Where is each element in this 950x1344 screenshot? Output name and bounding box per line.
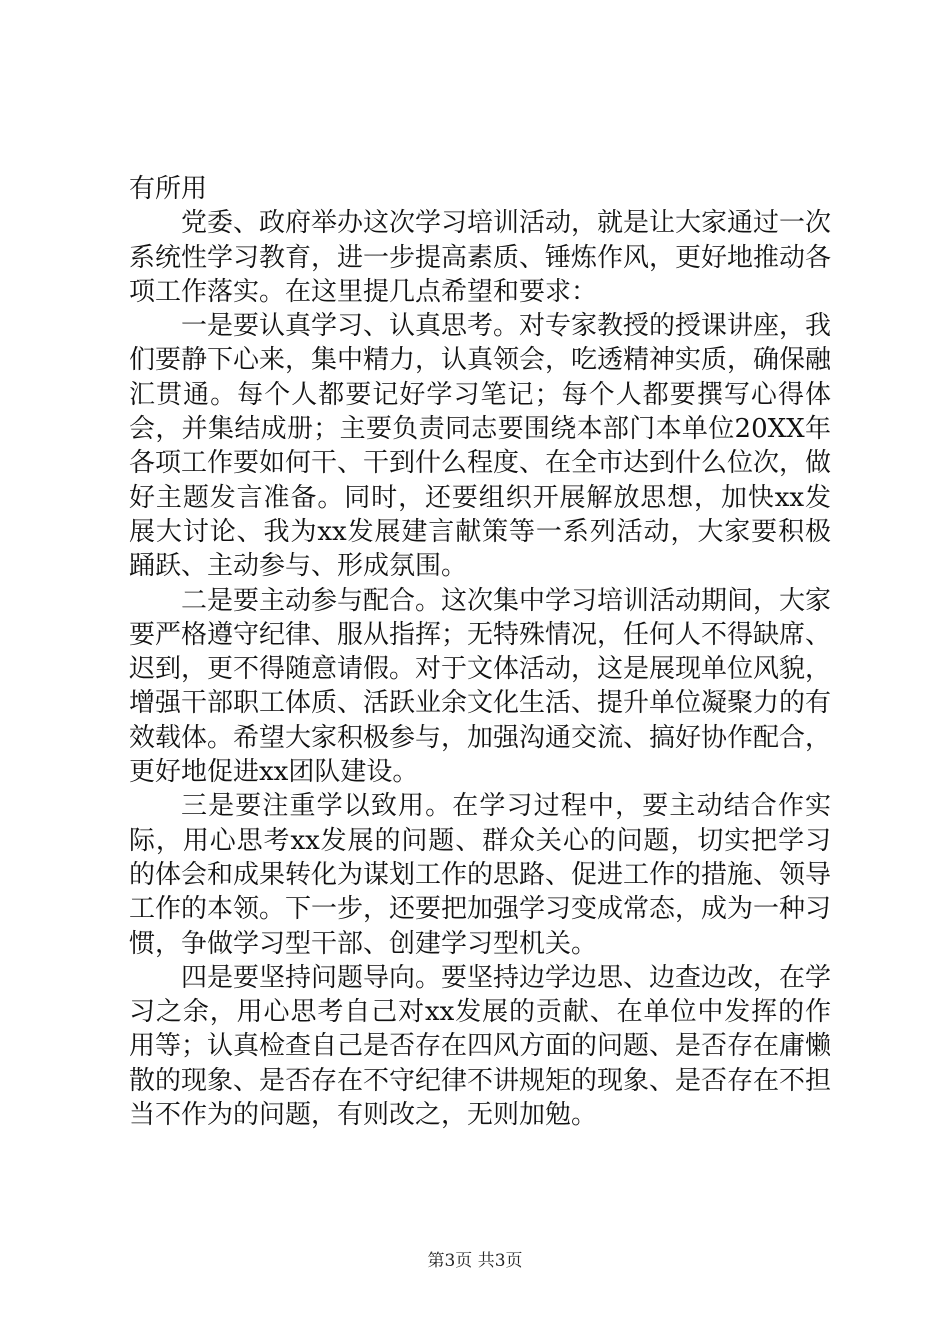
paragraph-point-four: 四是要坚持问题导向。要坚持边学边思、边查边改，在学习之余，用心思考自己对xx发展的贡献、在单位中发挥的作用等；认真检查自己是否存在四风方面的问题、是否存在庸懒散的现象、是否存在不守纪律不讲规矩的现象、是否存在不担当不作为的问题，有则改之，无则加勉。 [129,962,832,1131]
paragraph-intro: 党委、政府举办这次学习培训活动，就是让大家通过一次系统性学习教育，进一步提高素质、锤炼作风，更好地推动各项工作落实。在这里提几点希望和要求： [129,208,832,307]
paragraph-point-three: 三是要注重学以致用。在学习过程中，要主动结合作实际，用心思考xx发展的问题、群众关心的问题，切实把学习的体会和成果转化为谋划工作的思路、促进工作的措施、领导工作的本领。下一步，还要把加强学习变成常态，成为一种习惯，争做学习型干部、创建学习型机关。 [129,791,832,959]
paragraph-continuation: 有所用 [129,174,208,204]
paragraph-point-two: 二是要主动参与配合。这次集中学习培训活动期间，大家要严格遵守纪律、服从指挥；无特殊情况，任何人不得缺席、迟到，更不得随意请假。对于文体活动，这是展现单位风貌，增强干部职工体质、活跃业余文化生活、提升单位凝聚力的有效载体。希望大家积极参与，加强沟通交流、搞好协作配合，更好地促进xx团队建设。 [129,585,832,788]
paragraph-point-one: 一是要认真学习、认真思考。对专家教授的授课讲座，我们要静下心来，集中精力，认真领会，吃透精神实质，确保融汇贯通。每个人都要记好学习笔记；每个人都要撰写心得体会，并集结成册；主要负责同志要围绕本部门本单位20XX年各项工作要如何干、干到什么程度、在全市达到什么位次，做好主题发言准备。同时，还要组织开展解放思想，加快xx发展大讨论、我为xx发展建言献策等一系列活动，大家要积极踊跃、主动参与、形成氛围。 [129,311,832,582]
document-body [129,172,831,1132]
page-footer: 第3页 共3页 [427,1251,523,1271]
